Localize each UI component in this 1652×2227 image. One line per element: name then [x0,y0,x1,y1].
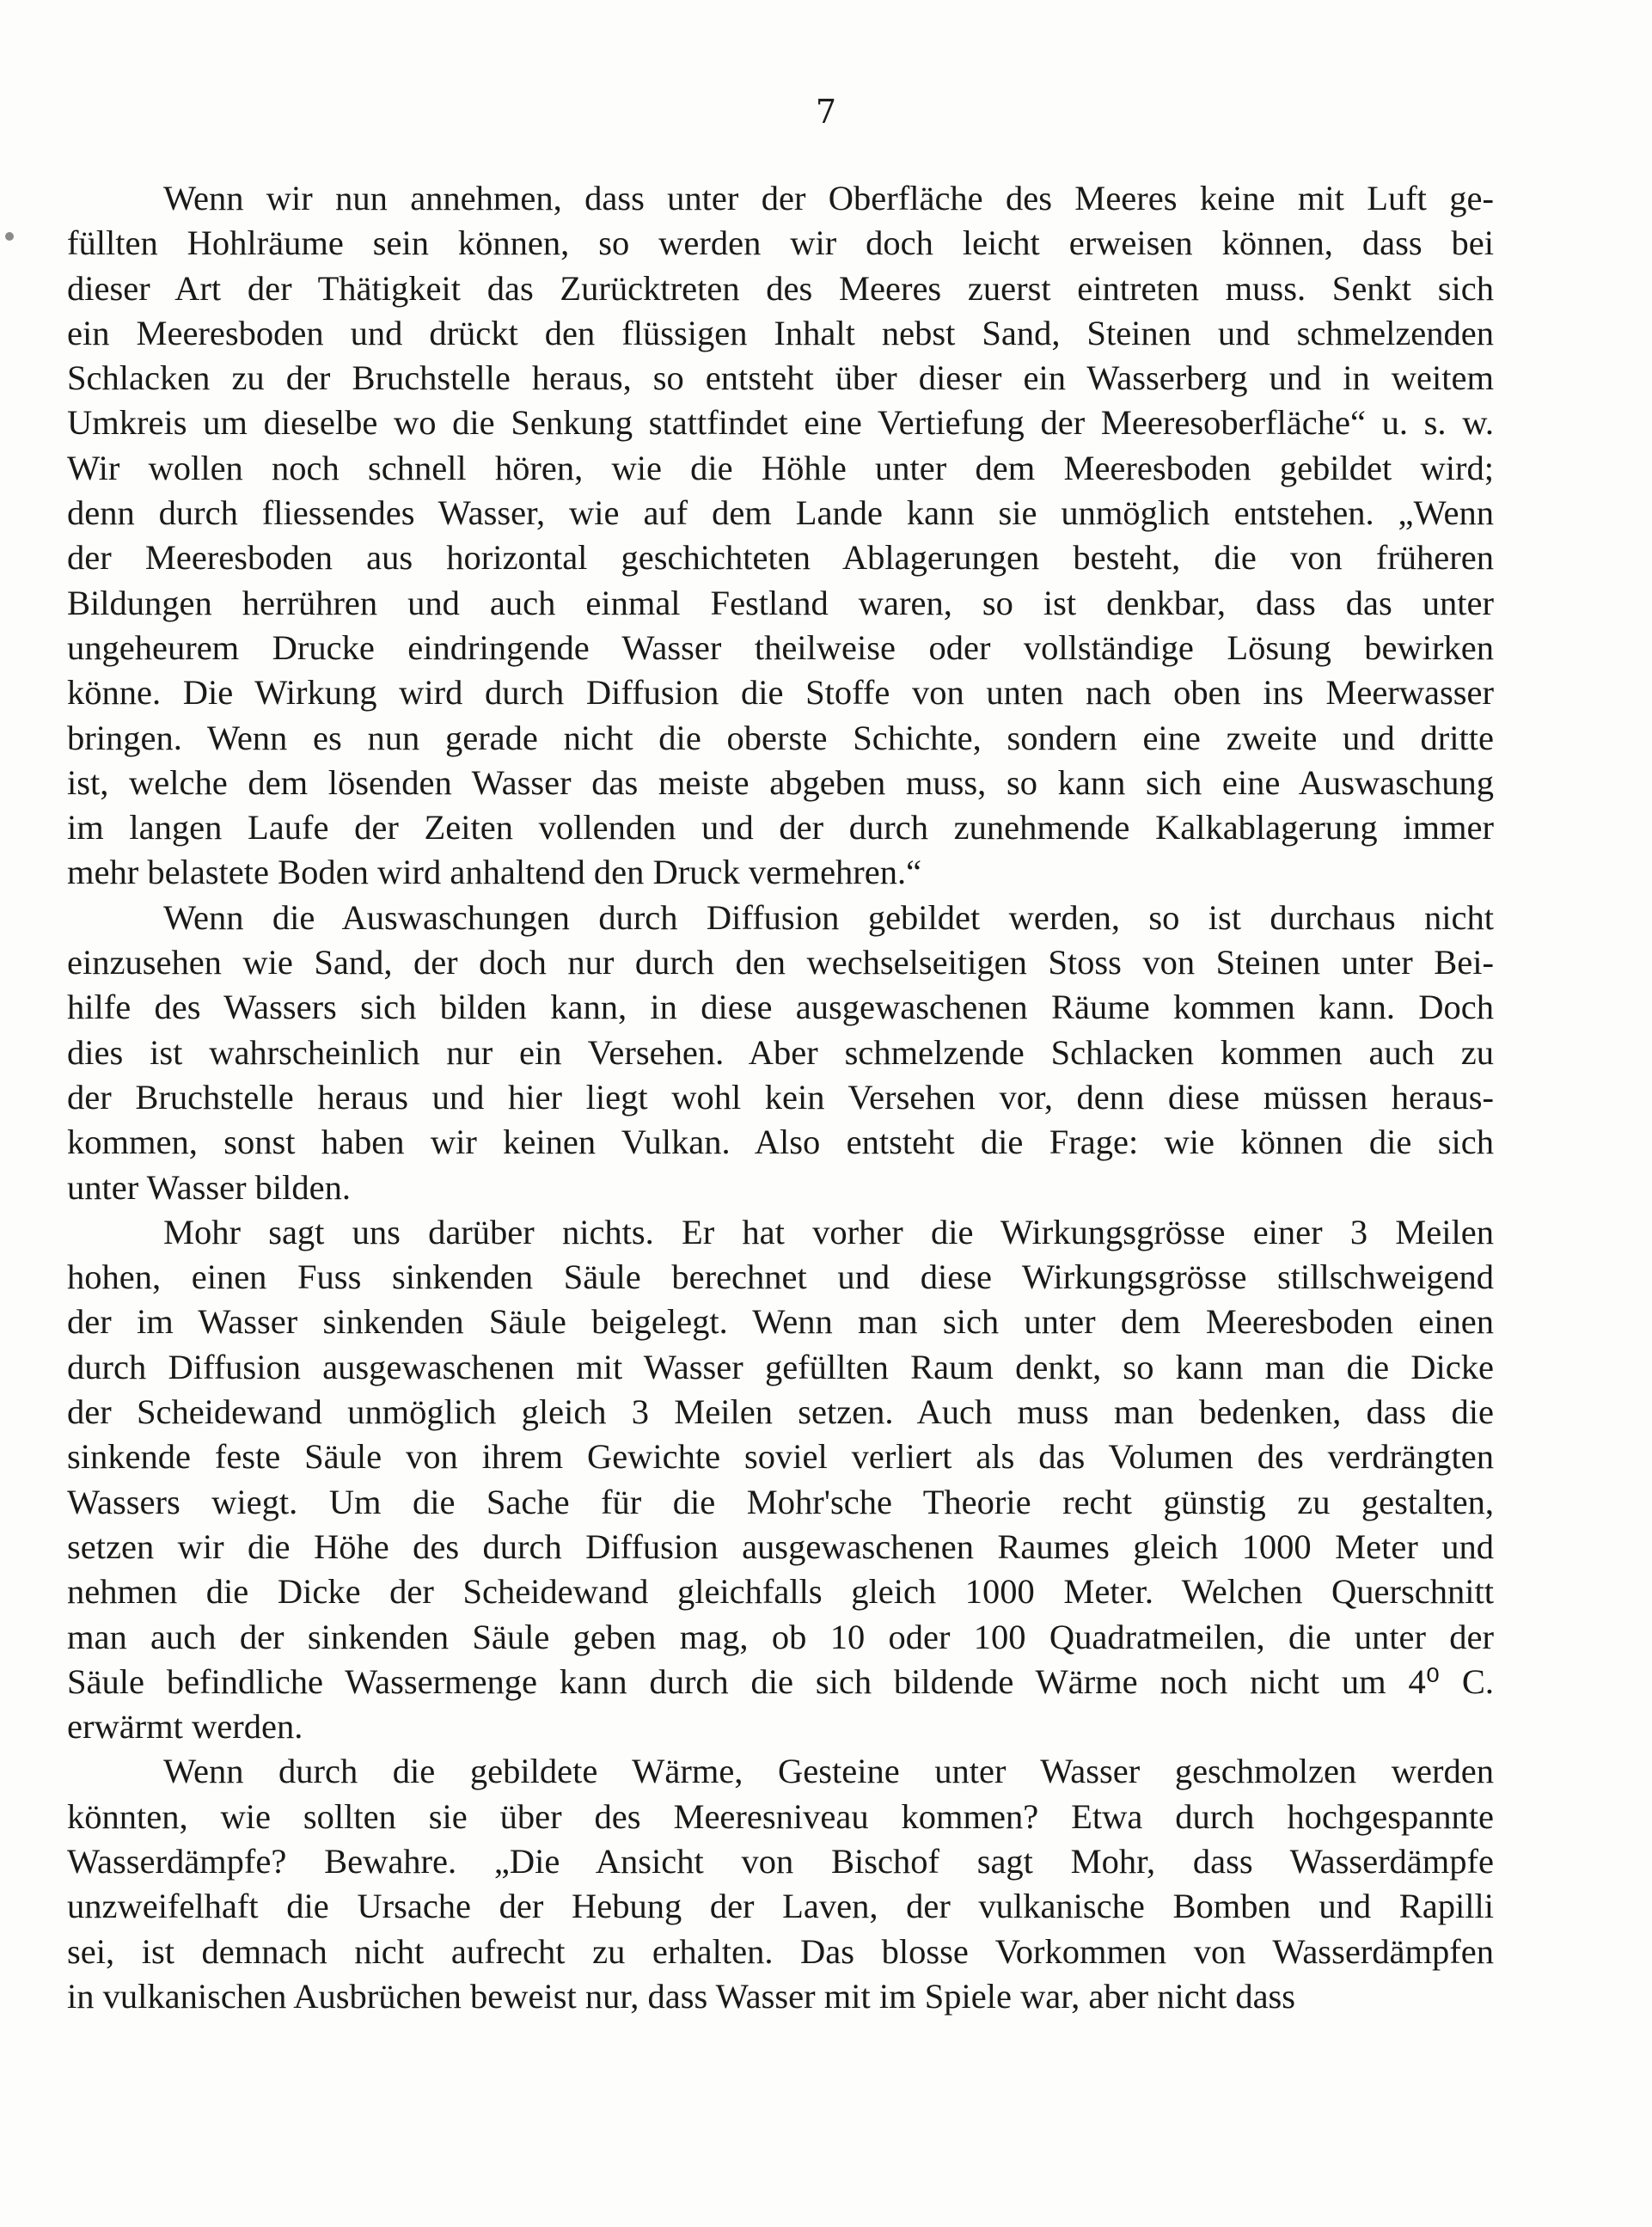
text-line: sinkende feste Säule von ihrem Gewichte soviel verliert als das Volumen des verdrängten [67,1437,1494,1477]
text-line: Wassers wiegt. Um die Sache für die Mohr'sche Theorie recht günstig zu gestalten, [67,1482,1494,1521]
text-line: dies ist wahrscheinlich nur ein Versehen. Aber schmelzende Schlacken kommen auch zu [67,1032,1494,1072]
text-line: Wenn durch die gebildete Wärme, Gesteine unter Wasser geschmolzen werden [163,1752,1494,1791]
text-line: der Meeresboden aus horizontal geschichteten Ablagerungen besteht, die von früheren [67,538,1494,578]
text-line: der Scheidewand unmöglich gleich 3 Meilen setzen. Auch muss man bedenken, dass die [67,1392,1494,1432]
text-line: setzen wir die Höhe des durch Diffusion ausgewaschenen Raumes gleich 1000 Meter und [67,1526,1494,1566]
text-line: erwärmt werden. [67,1707,303,1747]
text-line: der Bruchstelle heraus und hier liegt wohl kein Versehen vor, denn diese müssen heraus- [67,1077,1494,1117]
text-line: der im Wasser sinkenden Säule beigelegt. Wenn man sich unter dem Meeresboden einen [67,1302,1494,1342]
text-line: sei, ist demnach nicht aufrecht zu erhalten. Das blosse Vorkommen von Wasserdämpfen [67,1931,1494,1971]
text-line: man auch der sinkenden Säule geben mag, ob 10 oder 100 Quadratmeilen, die unter der [67,1617,1494,1656]
page-number: 7 [815,93,837,131]
text-line: könnten, wie sollten sie über des Meeresniveau kommen? Etwa durch hochgespannte [67,1796,1494,1836]
text-line: füllten Hohlräume sein können, so werden wir doch leicht erweisen können, dass bei [67,223,1494,263]
text-line: hilfe des Wassers sich bilden kann, in diese ausgewaschenen Räume kommen kann. Doch [67,988,1494,1027]
margin-mark [5,232,14,241]
text-line: ein Meeresboden und drückt den flüssigen Inhalt nebst Sand, Steinen und schmelzenden [67,313,1494,352]
text-line: Mohr sagt uns darüber nichts. Er hat vorher die Wirkungsgrösse einer 3 Meilen [163,1212,1494,1251]
text-line: Wasserdämpfe? Bewahre. „Die Ansicht von Bischof sagt Mohr, dass Wasserdämpfe [67,1841,1494,1881]
text-line: mehr belastete Boden wird anhaltend den Druck vermehren.“ [67,853,922,892]
text-line: dieser Art der Thätigkeit das Zurücktreten des Meeres zuerst eintreten muss. Senkt sich [67,268,1494,308]
text-line: einzusehen wie Sand, der doch nur durch den wechselseitigen Stoss von Steinen unter Bei- [67,943,1494,982]
text-line: ist, welche dem lösenden Wasser das meiste abgeben muss, so kann sich eine Auswaschung [67,762,1494,802]
text-line: könne. Die Wirkung wird durch Diffusion die Stoffe von unten nach oben ins Meerwasser [67,673,1494,713]
text-line: Bildungen herrühren und auch einmal Festland waren, so ist denkbar, dass das unter [67,583,1494,622]
text-line: unzweifelhaft die Ursache der Hebung der Laven, der vulkanische Bomben und Rapilli [67,1887,1494,1926]
text-line: Umkreis um dieselbe wo die Senkung stattfindet eine Vertiefung der Meeresoberfläche“ u. s. w. [67,403,1494,443]
text-line: Wir wollen noch schnell hören, wie die Höhle unter dem Meeresboden gebildet wird; [67,448,1494,487]
text-line: Wenn wir nun annehmen, dass unter der Oberfläche des Meeres keine mit Luft ge- [163,179,1494,217]
text-line: denn durch fliessendes Wasser, wie auf dem Lande kann sie unmöglich entstehen. „Wenn [67,493,1494,533]
body-text [67,176,1494,2019]
text-line: Schlacken zu der Bruchstelle heraus, so entsteht über dieser ein Wasserberg und in weitem [67,358,1494,398]
text-line: Säule befindliche Wassermenge kann durch die sich bildende Wärme noch nicht um 4⁰ C. [67,1661,1494,1701]
text-line: nehmen die Dicke der Scheidewand gleichfalls gleich 1000 Meter. Welchen Querschnitt [67,1572,1494,1612]
text-line: ungeheurem Drucke eindringende Wasser theilweise oder vollständige Lösung bewirken [67,627,1494,667]
text-line: kommen, sonst haben wir keinen Vulkan. Also entsteht die Frage: wie können die sich [67,1123,1494,1162]
text-line: im langen Laufe der Zeiten vollenden und der durch zunehmende Kalkablagerung immer [67,808,1494,847]
text-line: unter Wasser bilden. [67,1167,352,1207]
text-line: durch Diffusion ausgewaschenen mit Wasser gefüllten Raum denkt, so kann man die Dicke [67,1347,1494,1386]
text-line: Wenn die Auswaschungen durch Diffusion gebildet werden, so ist durchaus nicht [163,897,1494,937]
text-line: hohen, einen Fuss sinkenden Säule berechnet und diese Wirkungsgrösse stillschweigend [67,1257,1494,1297]
text-line: in vulkanischen Ausbrüchen beweist nur, dass Wasser mit im Spiele war, aber nicht dass [67,1976,1296,2016]
text-line: bringen. Wenn es nun gerade nicht die oberste Schichte, sondern eine zweite und dritte [67,718,1494,757]
